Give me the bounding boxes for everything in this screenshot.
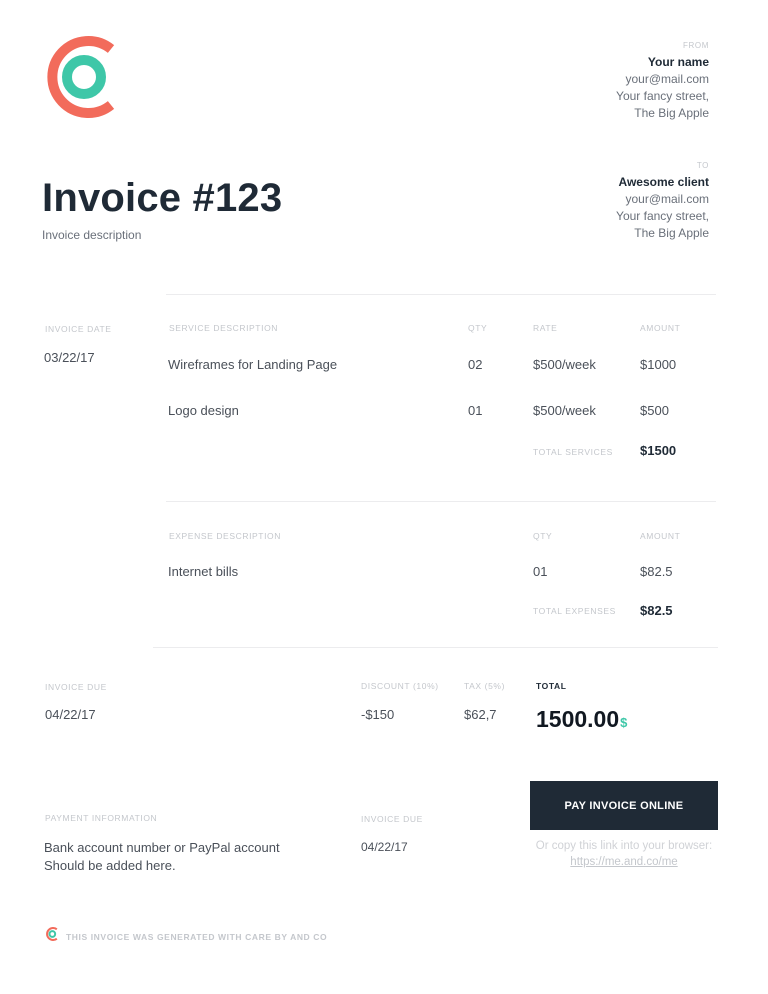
to-block — [616, 160, 709, 242]
expense-qty-header: QTY — [533, 531, 553, 541]
divider — [153, 647, 718, 648]
discount-value: -$150 — [361, 707, 395, 722]
total-expenses-label: TOTAL EXPENSES — [533, 606, 616, 616]
from-label: FROM — [683, 41, 709, 50]
service-description: Logo design — [168, 403, 239, 418]
expense-description: Internet bills — [168, 564, 239, 579]
service-rate-header: RATE — [533, 323, 558, 333]
to-email: your@mail.com — [625, 192, 709, 206]
service-rate: $500/week — [533, 357, 596, 372]
payment-info-line2: Should be added here. — [44, 858, 176, 873]
payment-link[interactable]: https://me.and.co/me — [570, 856, 678, 868]
from-email: your@mail.com — [625, 72, 709, 86]
divider — [166, 294, 716, 295]
from-block — [616, 40, 709, 122]
invoice-description: Invoice description — [42, 228, 142, 242]
payment-info-label: PAYMENT INFORMATION — [45, 813, 158, 823]
to-city: The Big Apple — [634, 226, 709, 240]
service-description: Wireframes for Landing Page — [168, 357, 338, 372]
expense-qty: 01 — [533, 564, 548, 579]
from-street: Your fancy street, — [616, 89, 709, 103]
payment-info-line1: Bank account number or PayPal account — [44, 840, 280, 855]
total-amount — [536, 706, 627, 733]
payment-due-label: INVOICE DUE — [361, 814, 423, 824]
tax-label: TAX (5%) — [464, 681, 506, 691]
copy-link-text: Or copy this link into your browser: — [535, 840, 713, 852]
currency-symbol: $ — [620, 715, 628, 730]
total-label: TOTAL — [536, 681, 567, 691]
invoice-due-value: 04/22/17 — [45, 707, 96, 722]
and-co-small-logo-icon — [45, 927, 58, 946]
divider — [166, 501, 716, 502]
service-qty: 02 — [468, 357, 483, 372]
discount-label: DISCOUNT (10%) — [361, 681, 439, 691]
expense-description-header: EXPENSE DESCRIPTION — [169, 531, 282, 541]
total-services-value: $1500 — [640, 443, 677, 458]
total-expenses-value: $82.5 — [640, 603, 673, 618]
expense-amount: $82.5 — [640, 564, 673, 579]
to-street: Your fancy street, — [616, 209, 709, 223]
service-amount: $500 — [640, 403, 669, 418]
from-city: The Big Apple — [634, 106, 709, 120]
to-name: Awesome client — [618, 175, 709, 189]
footer-text: THIS INVOICE WAS GENERATED WITH CARE BY AND CO — [66, 931, 328, 942]
to-label: TO — [696, 161, 709, 170]
copy-link-note — [520, 838, 728, 870]
from-name: Your name — [647, 55, 709, 69]
invoice-due-label: INVOICE DUE — [45, 682, 107, 692]
service-description-header: SERVICE DESCRIPTION — [169, 323, 279, 333]
service-rate: $500/week — [533, 403, 596, 418]
service-qty-header: QTY — [468, 323, 488, 333]
tax-value: $62,7 — [464, 707, 497, 722]
invoice-date-label: INVOICE DATE — [45, 324, 112, 334]
service-qty: 01 — [468, 403, 483, 418]
total-services-label: TOTAL SERVICES — [533, 447, 613, 457]
pay-invoice-online-button[interactable]: PAY INVOICE ONLINE — [530, 781, 718, 830]
payment-due-value: 04/22/17 — [361, 840, 408, 854]
and-co-logo-icon — [42, 35, 116, 119]
invoice-title: Invoice #123 — [42, 176, 283, 220]
service-amount: $1000 — [640, 357, 677, 372]
invoice-date-value: 03/22/17 — [44, 350, 95, 365]
service-amount-header: AMOUNT — [640, 323, 681, 333]
footer — [45, 927, 327, 946]
expense-amount-header: AMOUNT — [640, 531, 681, 541]
total-value: 1500.00 — [536, 706, 620, 732]
